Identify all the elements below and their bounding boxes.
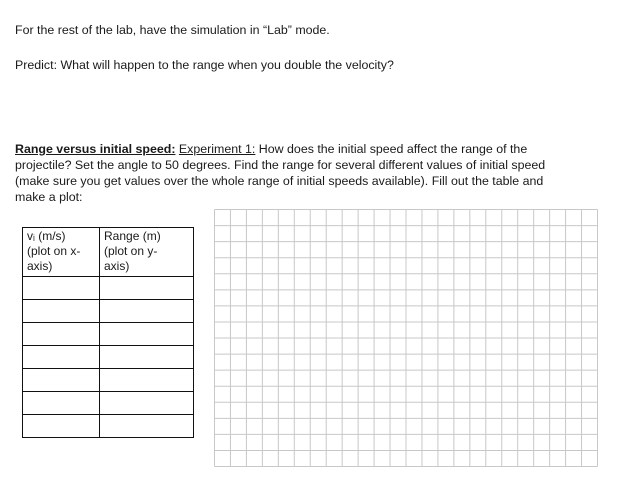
velocity-cell[interactable] xyxy=(23,392,100,415)
experiment-label: Experiment 1: xyxy=(178,142,256,156)
header-range xyxy=(100,228,194,277)
experiment-heading: Range versus initial speed: xyxy=(15,142,176,156)
range-cell[interactable] xyxy=(100,277,194,300)
table-row xyxy=(23,415,194,438)
velocity-cell[interactable] xyxy=(23,369,100,392)
table-header-row xyxy=(23,228,194,277)
velocity-cell[interactable] xyxy=(23,346,100,369)
table-row xyxy=(23,346,194,369)
experiment-question: How does the initial speed affect the range of the xyxy=(255,142,528,156)
experiment-line-1 xyxy=(15,141,545,157)
header-velocity-line: vᵢ (m/s) xyxy=(27,229,66,243)
range-cell[interactable] xyxy=(100,369,194,392)
range-cell[interactable] xyxy=(100,392,194,415)
experiment-line-2: projectile? Set the angle to 50 degrees. Find the range for several different values of initial speed xyxy=(15,158,546,172)
table-row xyxy=(23,392,194,415)
velocity-cell[interactable] xyxy=(23,300,100,323)
velocity-cell[interactable] xyxy=(23,415,100,438)
header-range-line: (plot on y- xyxy=(104,244,158,258)
header-velocity-line: (plot on x- xyxy=(27,244,81,258)
graph-paper-grid[interactable] xyxy=(214,209,598,467)
intro-instruction: For the rest of the lab, have the simulation in “Lab” mode. xyxy=(15,23,330,37)
table-row xyxy=(23,277,194,300)
velocity-cell[interactable] xyxy=(23,277,100,300)
velocity-cell[interactable] xyxy=(23,323,100,346)
table-row xyxy=(23,369,194,392)
range-cell[interactable] xyxy=(100,415,194,438)
table-row xyxy=(23,323,194,346)
header-velocity-line: axis) xyxy=(27,259,53,273)
table-row xyxy=(23,300,194,323)
predict-question: Predict: What will happen to the range when you double the velocity? xyxy=(15,58,394,72)
range-cell[interactable] xyxy=(100,346,194,369)
header-range-line: axis) xyxy=(104,259,130,273)
range-cell[interactable] xyxy=(100,323,194,346)
experiment-paragraph xyxy=(15,141,545,205)
header-range-line: Range (m) xyxy=(104,229,161,243)
header-velocity xyxy=(23,228,100,277)
range-cell[interactable] xyxy=(100,300,194,323)
experiment-line-4: make a plot: xyxy=(15,190,83,204)
experiment-line-3: (make sure you get values over the whole range of initial speeds available). Fill out the table and xyxy=(15,174,544,188)
data-table xyxy=(22,227,194,438)
